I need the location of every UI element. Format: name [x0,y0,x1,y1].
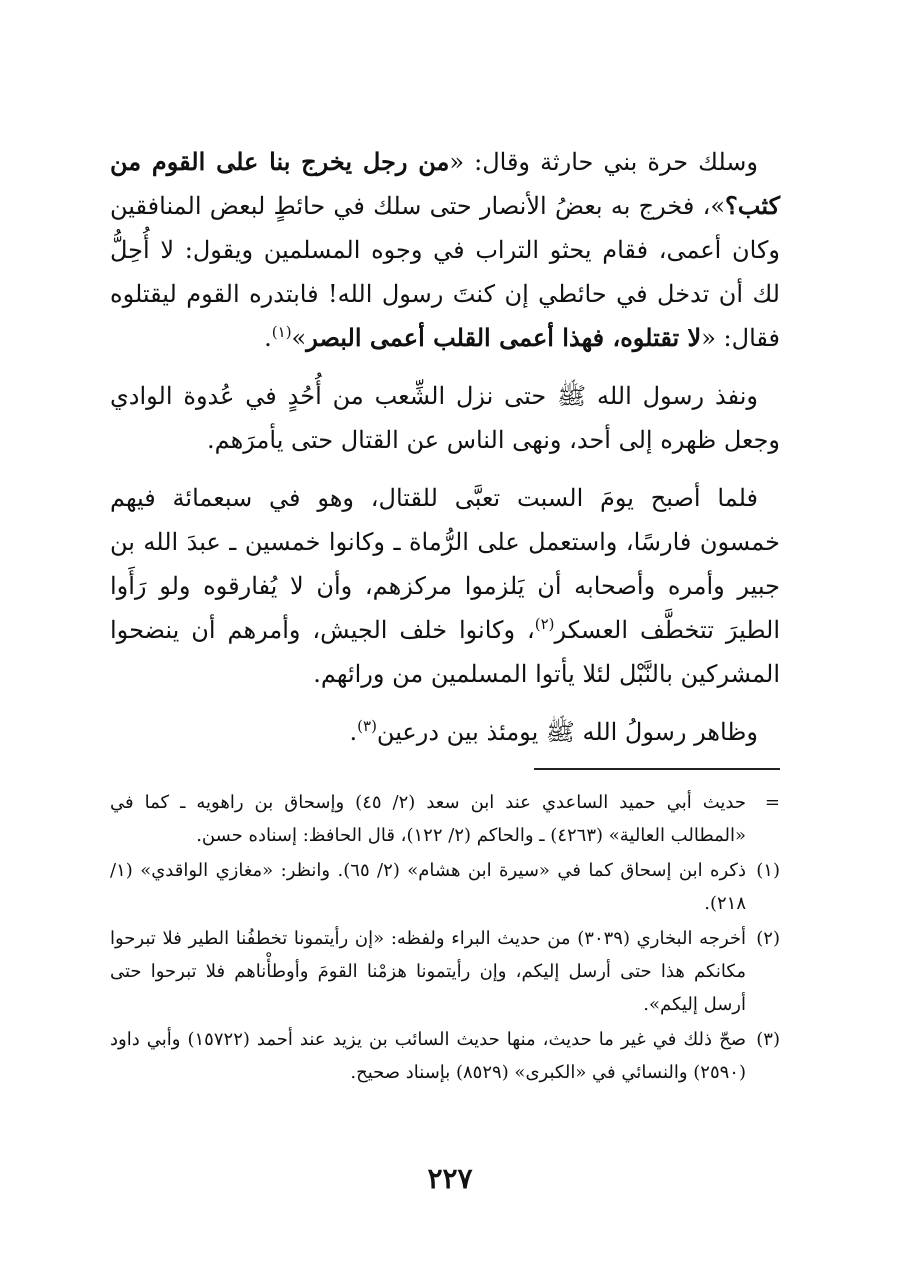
footnote-3 [110,1023,780,1089]
text-run: » [291,324,307,352]
paragraph-1 [110,140,780,360]
paragraph-2: ونفذ رسول الله ﷺ حتى نزل الشِّعب من أُحُدٍ في عُدوة الوادي وجعل ظهره إلى أحد، ونهى الناس عن القتال حتى يأمرَهم. [110,382,780,454]
quote-bold: لا تقتلوه، فهذا أعمى القلب أعمى البصر [306,323,702,352]
footnote-text: صحّ ذلك في غير ما حديث، منها حديث السائب بن يزيد عند أحمد (١٥٧٢٢) وأبي داود (٢٥٩٠) والنسائي في «الكبرى» (٨٥٢٩) بإسناد صحيح. [110,1029,746,1083]
footnote-mark: (٣) [756,1029,780,1050]
text-run: وظاهر رسولُ الله ﷺ يومئذ بين درعين [376,718,758,746]
page-content [110,140,780,1091]
footnote-mark: (٢) [756,928,780,949]
footnote-ref-2[interactable]: (٢) [534,615,555,633]
page-number: ٢٢٧ [427,1162,473,1195]
text-run: فلما أصبح يومَ السبت تعبَّى للقتال، وهو في سبعمائة فيهم خمسون فارسًا، واستعمل على الرُّماة ـ وكانوا خمسين ـ عبدَ الله بن جبير وأمره وأصحابه أن يَلزموا مركزهم، وأن لا يُفارقوه ولو رَأَوا الطيرَ تتخطَّف العسكر [110,484,780,644]
footnote-continued [110,786,780,852]
text-run: . [264,324,272,352]
footnotes [110,786,780,1089]
footnote-ref-3[interactable]: (٣) [357,717,377,735]
quote-bold: من رجل يخرج بنا على القوم من كثب؟ [110,147,780,220]
text-run: ، وكانوا خلف الجيش، وأمرهم أن ينضحوا المشركين بالنَّبْل لئلا يأتوا المسلمين من ورائهم. [110,616,780,688]
footnote-text: ذكره ابن إسحاق كما في «سيرة ابن هشام» (٢/ ٦٥). وانظر: «مغازي الواقدي» (١/ ٢١٨). [110,860,747,914]
text-run: . [349,718,358,746]
footnote-ref-1[interactable]: (١) [271,323,292,341]
footnote-text: حديث أبي حميد الساعدي عند ابن سعد (٢/ ٤٥) وإسحاق بن راهويه ـ كما في «المطالب العالية» (٤٢٦٣) ـ والحاكم (٢/ ١٢٢)، قال الحافظ: إسناده حسن. [110,792,746,846]
footnote-1 [110,854,780,920]
text-run: »، فخرج به بعضُ الأنصار حتى سلك في حائطٍ لبعض المنافقين وكان أعمى، فقام يحثو التراب في وجوه المسلمين ويقول: لا أُحِلُّ لك أن تدخل في حائطي إن كنتَ رسول الله! فابتدره القوم ليقتلوه فقال: « [110,192,780,352]
paragraph-3 [110,476,780,696]
footnote-mark: = [764,792,780,813]
footnote-divider [534,768,780,770]
text-run: وسلك حرة بني حارثة وقال: « [449,148,758,176]
footnote-mark: (١) [756,860,780,881]
footnote-2 [110,922,780,1021]
paragraph-4 [110,710,780,754]
footnote-text: أخرجه البخاري (٣٠٣٩) من حديث البراء ولفظه: «إن رأيتمونا تخطفُنا الطير فلا تبرحوا مكانكم هذا حتى أرسل إليكم، وإن رأيتمونا هزمْنا القومَ وأوطأْناهم فلا تبرحوا حتى أرسل إليكم». [110,928,746,1015]
